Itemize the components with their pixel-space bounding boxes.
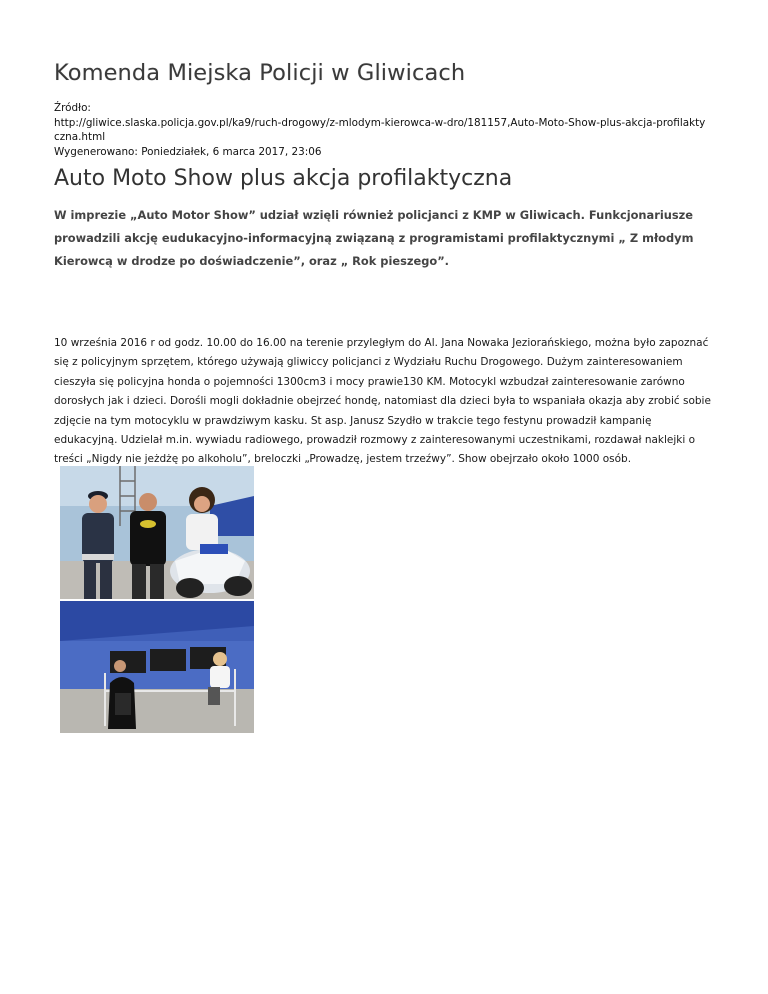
generated-timestamp: Wygenerowano: Poniedziałek, 6 marca 2017, 23:06	[54, 145, 322, 158]
article-lead: W imprezie „Auto Motor Show” udział wzięli również policjanci z KMP w Gliwicach. Funkcjonariusze prowadzili akcję eudukacyjno-informacyjną związaną z programistami profilaktycznymi „ Z młodym Kierowcą w drodze po doświadczenie”, oraz „ Rok pieszego”.	[54, 208, 694, 268]
source-label: Źródło:	[54, 102, 91, 114]
article-title: Auto Moto Show plus akcja profilaktyczna	[54, 166, 513, 191]
source-url-line-2: czna.html	[54, 131, 106, 143]
photo-police-motorcycle	[60, 466, 254, 599]
photo-driving-simulator	[60, 601, 254, 733]
source-url-line-1: http://gliwice.slaska.policja.gov.pl/ka9/ruch-drogowy/z-mlodym-kierowca-w-dro/181157,Auto-Moto-Show-plus-akcja-profilakty	[54, 116, 706, 129]
article-body: 10 września 2016 r od godz. 10.00 do 16.00 na terenie przyległym do Al. Jana Nowaka Jeziorańskiego, można było zapoznać się z policyjnym sprzętem, którego używają gliwiccy policjanci z Wydziału Ruchu Drogowego. Dużym zainteresowaniem cieszyła się policyjna honda o pojemności 1300cm3 i mocy prawie130 KM. Motocykl wzbudzał zainteresowanie zarówno dorosłych jak i dzieci. Dorośli mogli dokładnie obejrzeć hondę, natomiast dla dzieci była to wspaniała okazja aby zrobić sobie zdjęcie na tym motocyklu w prawdziwym kasku. St asp. Janusz Szydło w trakcie tego festynu prowadził kampanię edukacyjną. Udzielał m.in. wywiadu radiowego, prowadził rozmowy z zainteresowanymi uczestnikami, rozdawał naklejki o treści „Nigdy nie jeżdżę po alkoholu”, breloczki „Prowadzę, jestem trzeźwy”. Show obejrzało około 1000 osób.	[54, 337, 711, 466]
site-title: Komenda Miejska Policji w Gliwicach	[54, 60, 466, 86]
document-meta	[54, 101, 718, 159]
